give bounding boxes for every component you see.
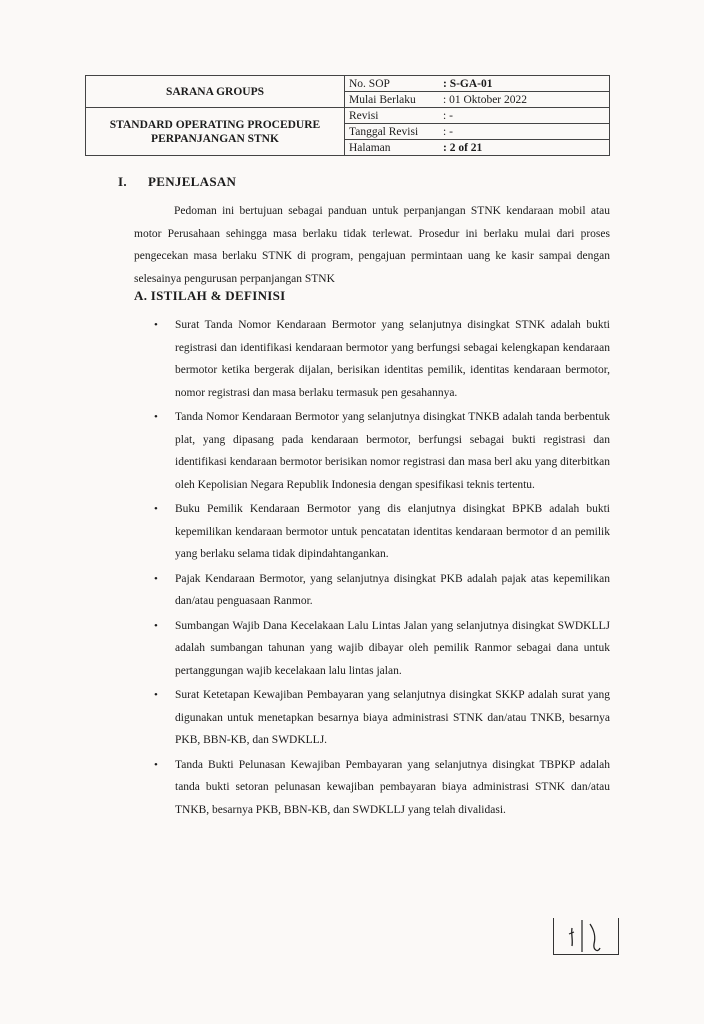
document-title-line2: PERPANJANGAN STNK <box>151 132 279 145</box>
list-item <box>154 314 610 404</box>
list-item <box>154 615 610 683</box>
header-label-no-sop: No. SOP <box>345 76 440 92</box>
initials-box <box>553 918 619 955</box>
header-label-halaman: Halaman <box>345 140 440 156</box>
document-title <box>86 108 345 156</box>
document-title-line1: STANDARD OPERATING PROCEDURE <box>109 118 321 131</box>
header-value-no-sop: : S-GA-01 <box>439 76 610 92</box>
section-title: PENJELASAN <box>148 174 237 189</box>
list-item <box>154 498 610 566</box>
sop-header-table <box>85 75 610 156</box>
bullet-icon: • <box>154 411 158 423</box>
header-value-mulai-berlaku: : 01 Oktober 2022 <box>439 92 610 108</box>
definition-text: Surat Ketetapan Kewajiban Pembayaran yang selanjutnya disingkat SKKP adalah surat yang digunakan untuk menetapkan besarnya biaya administrasi STNK dan/atau TNKB, besarnya PKB, BBN-KB, dan SWDKLLJ. <box>175 689 610 746</box>
list-item <box>154 406 610 496</box>
definition-text: Tanda Bukti Pelunasan Kewajiban Pembayaran yang selanjutnya disingkat TBPKP adalah tanda bukti setoran pelunasan kewajiban pembayaran biaya administrasi STNK dan/atau TNKB, besarnya PKB, BBN-KB, dan SWDKLLJ yang telah divalidasi. <box>175 758 610 816</box>
bullet-icon: • <box>154 758 158 771</box>
header-label-tanggal-revisi: Tanggal Revisi <box>345 124 440 140</box>
definition-text: Surat Tanda Nomor Kendaraan Bermotor yang selanjutnya disingkat STNK adalah bukti registrasi dan identifikasi kendaraan bermotor yang berfungsi sebagai kelengkapan kendaraan bermotor ketika bergerak dijalan, berisikan identitas pemilik, identitas kendaraan bermotor, nomor registrasi dan masa berlaku termasuk pen gesahannya. <box>175 319 610 399</box>
handwritten-initials-icon <box>554 918 618 958</box>
list-item <box>154 684 610 752</box>
bullet-icon: • <box>154 503 158 515</box>
header-value-tanggal-revisi: : - <box>439 124 610 140</box>
header-value-revisi: : - <box>439 108 610 124</box>
subsection-title: A. ISTILAH & DEFINISI <box>134 288 286 303</box>
list-item <box>154 568 610 613</box>
header-label-mulai-berlaku: Mulai Berlaku <box>345 92 440 108</box>
definition-text: Buku Pemilik Kendaraan Bermotor yang dis elanjutnya disingkat BPKB adalah bukti kepemilikan kendaraan bermotor untuk pencatatan identitas kendaraan bermotor d an pemilik yang berlaku selama tidak dipindahtangankan. <box>175 503 610 560</box>
list-item <box>154 754 610 822</box>
definition-list <box>154 314 610 823</box>
section-number: I. <box>118 174 127 189</box>
company-name: SARANA GROUPS <box>86 76 345 108</box>
header-label-revisi: Revisi <box>345 108 440 124</box>
bullet-icon: • <box>154 619 158 632</box>
bullet-icon: • <box>154 572 158 585</box>
definition-text: Pajak Kendaraan Bermotor, yang selanjutnya disingkat PKB adalah pajak atas kepemilikan dan/atau penguasaan Ranmor. <box>175 572 610 607</box>
definition-text: Tanda Nomor Kendaraan Bermotor yang selanjutnya disingkat TNKB adalah tanda berbentuk plat, yang dipasang pada kendaraan bermotor, berfungsi sebagai bukti registrasi dan identifikasi kendaraan bermotor berisikan nomor registrasi dan masa berl aku yang diterbitkan oleh Kepolisian Negara Republik Indonesia dengan spesifikasi teknis tertentu. <box>175 411 610 491</box>
definition-text: Sumbangan Wajib Dana Kecelakaan Lalu Lintas Jalan yang selanjutnya disingkat SWDKLLJ adalah sumbangan tahunan yang wajib dibayar oleh pemilik Ranmor sebagai dana untuk pertanggungan wajib kecelakaan lalu lintas jalan. <box>175 619 610 677</box>
header-value-halaman: : 2 of 21 <box>439 140 610 156</box>
bullet-icon: • <box>154 689 158 701</box>
bullet-icon: • <box>154 319 158 331</box>
section-paragraph: Pedoman ini bertujuan sebagai panduan untuk perpanjangan STNK kendaraan mobil atau motor Perusahaan sehingga masa berlaku tidak terlewat. Prosedur ini berlaku mulai dari proses pengecekan masa berlaku STNK di program, pengajuan permintaan uang ke kasir sampai dengan selesainya pengurusan perpanjangan STNK <box>134 205 610 285</box>
